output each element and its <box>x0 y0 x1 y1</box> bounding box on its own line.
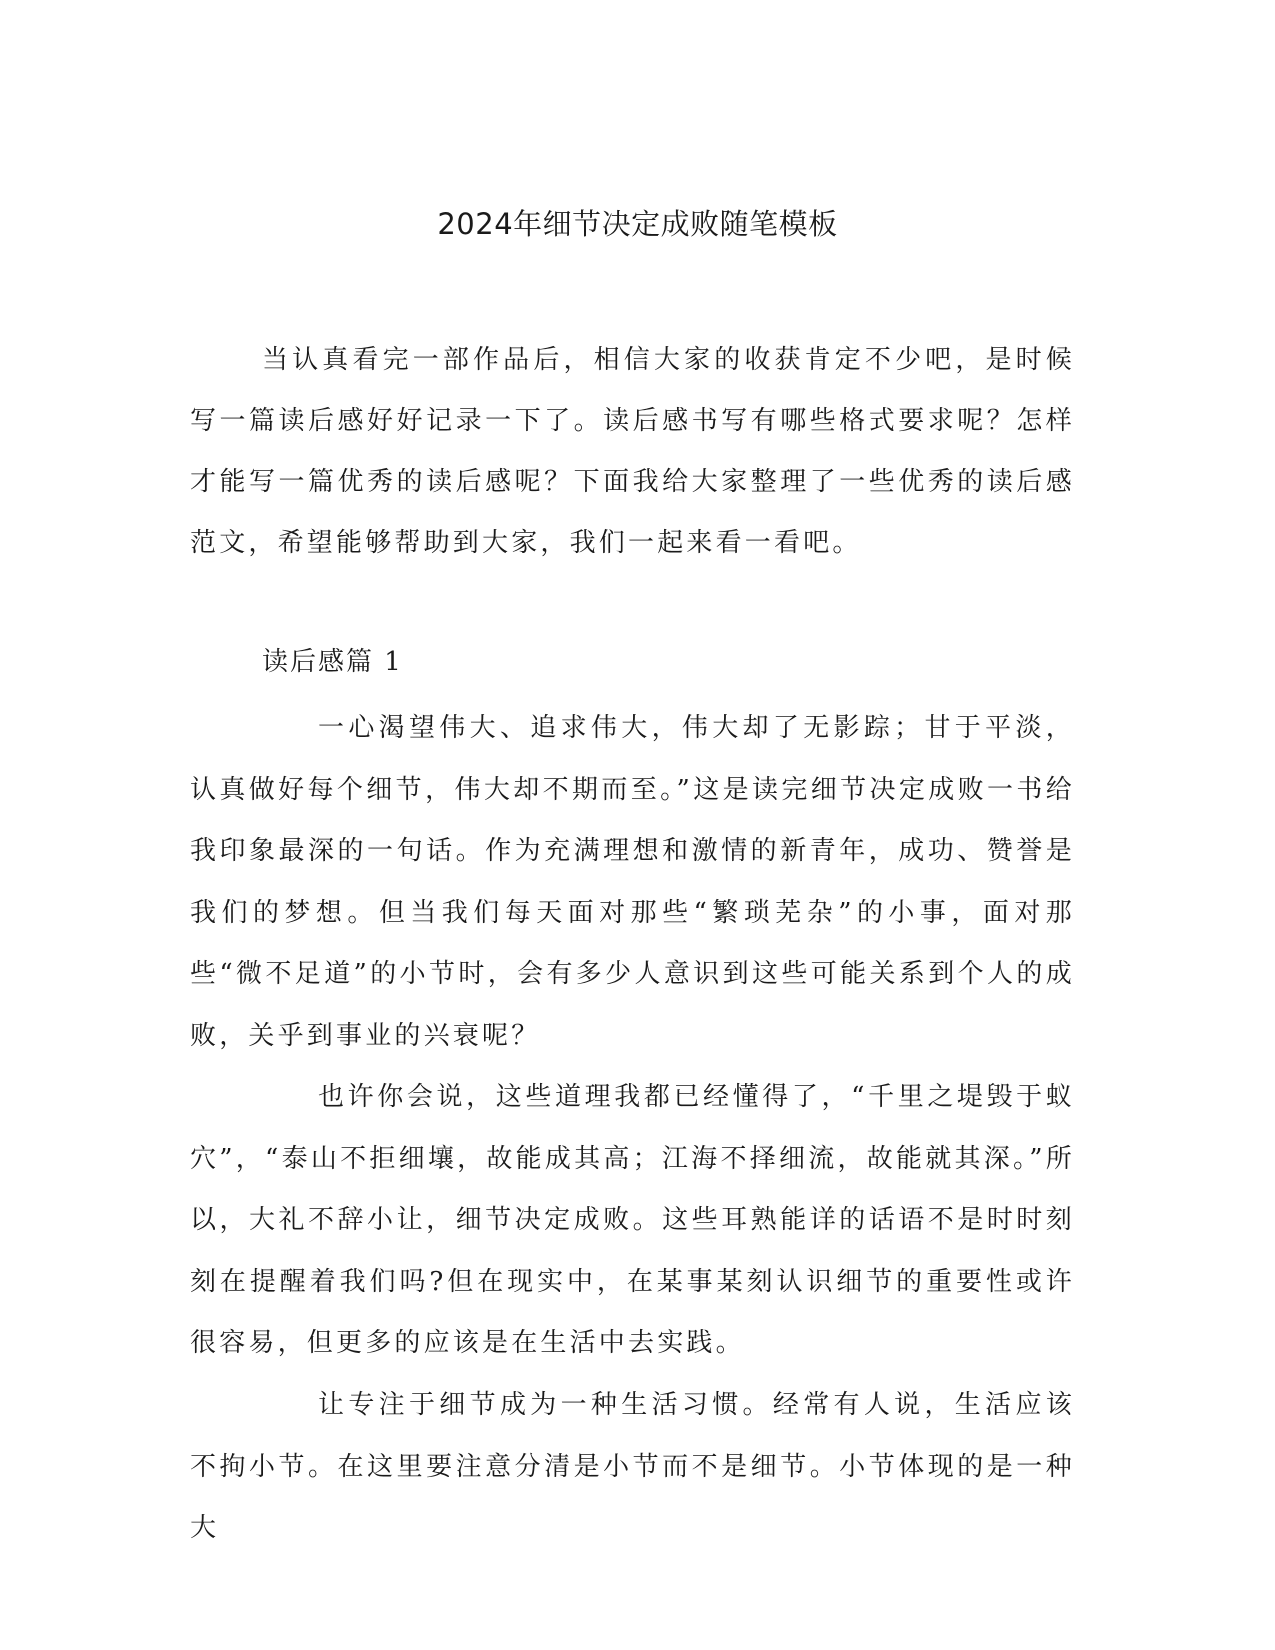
section-heading: 读后感篇 1 <box>262 647 403 677</box>
document-title: 2024年细节决定成败随笔模板 <box>437 207 838 241</box>
body-paragraph-3: 让专注于细节成为一种生活习惯。经常有人说，生活应该不拘小节。在这里要注意分清是小节而不是细节。小节体现的是一种大 <box>190 1390 1075 1543</box>
body-paragraph-2: 也许你会说，这些道理我都已经懂得了，“千里之堤毁于蚁穴”，“泰山不拒细壤，故能成其高；江海不择细流，故能就其深。”所以，大礼不辞小让，细节决定成败。这些耳熟能详的话语不是时时刻刻在提醒着我们吗?但在现实中，在某事某刻认识细节的重要性或许很容易，但更多的应该是在生活中去实践。 <box>190 1082 1075 1358</box>
body-paragraph-1: 一心渴望伟大、追求伟大，伟大却了无影踪；甘于平淡，认真做好每个细节，伟大却不期而至。”这是读完细节决定成败一书给我印象最深的一句话。作为充满理想和激情的新青年，成功、赞誉是我们的梦想。但当我们每天面对那些“繁琐芜杂”的小事，面对那些“微不足道”的小节时，会有多少人意识到这些可能关系到个人的成败，关乎到事业的兴衰呢？ <box>190 713 1075 1051</box>
intro-paragraph: 当认真看完一部作品后，相信大家的收获肯定不少吧，是时候写一篇读后感好好记录一下了。读后感书写有哪些格式要求呢？怎样才能写一篇优秀的读后感呢？下面我给大家整理了一些优秀的读后感范文，希望能够帮助到大家，我们一起来看一看吧。 <box>190 345 1075 558</box>
